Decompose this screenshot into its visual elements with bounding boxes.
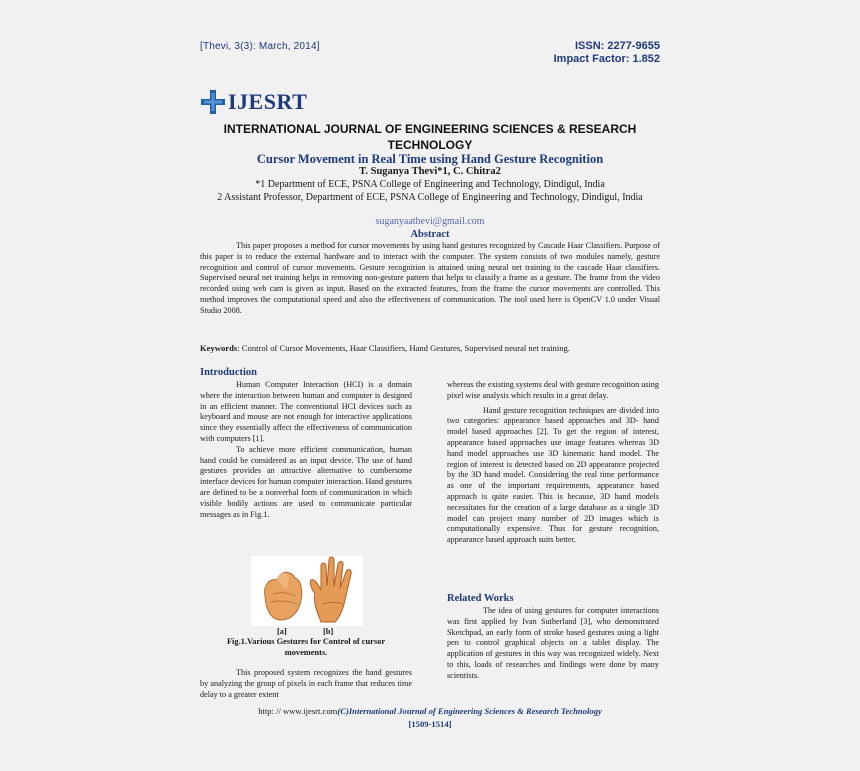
intro-text-bottom (200, 668, 412, 700)
keywords-label: Keywords (200, 343, 238, 353)
abstract-heading: Abstract (410, 229, 450, 240)
intro-text-top (200, 380, 412, 520)
open-hand-icon (310, 557, 351, 622)
fist-hand-icon (265, 572, 302, 620)
footer-url[interactable]: http: // www.ijesrt.com (258, 706, 338, 716)
related-works-heading: Related Works (447, 593, 514, 604)
right-paragraph-2: Hand gesture recognition techniques are divided into two categories: appearance based approaches and 3D- hand model based approaches [2]. To get the region of interest, appearance based approaches use image features whereas 3D hand model approaches use 3D kinematic hand model. The region of interest is detected based on 2D appearance projected by the 3D hand model. Considering the real time performance as one of the important requirements, appearance based approach is quite easier. This is because, 3D hand models necessitates for the creation of a large database as a single 3D model can project many number of 2D images which is computationally expensive. Thus for gesture recognition, appearance based approach suits better. (447, 405, 659, 545)
gesture-figure (251, 556, 363, 626)
intro-paragraph-3: This proposed system recognizes the hand gestures by analyzing the group of pixels in each frame that reduces time delay to a greater extent (200, 668, 412, 699)
affiliation-2: 2 Assistant Professor, Department of ECE, PSNA College of Engineering and Technology, Dindigul, India (217, 192, 643, 203)
issn-block (500, 40, 660, 66)
figure-label-b: [b] (323, 627, 334, 636)
abstract-text: This paper proposes a method for cursor movements by using hand gestures recognized by Cascade Haar Classifiers. Purpose of this paper is to reduce the external hardware and to interact with the computer. The system consists of two modules namely, gesture recognition and control of cursor movements. Gesture recognition is attained using neural net training to the cascade Haar classifiers. Supervised neural net training helps in removing non-gesture pattern that helps to classify a frame as a gesture. The frame from the video recorded using web cam is given as input. Based on the extracted features, from the frame the cursor movements are controlled. This method improves the computational speed and also the effectiveness of communication. The tool used here is OpenCV 1.0 under Visual Studio 2008. (200, 241, 660, 315)
introduction-heading: Introduction (200, 367, 257, 378)
issue-info: [Thevi, 3(3): March, 2014] (200, 41, 320, 52)
page-range: [1509-1514] (408, 719, 452, 729)
authors: T. Suganya Thevi*1, C. Chitra2 (359, 166, 501, 177)
footer-journal: (C)International Journal of Engineering Sciences & Research Technology (337, 706, 602, 716)
right-paragraph-1: whereas the existing systems deal with gesture recognition using pixel wise analysis which results in a great delay. (447, 380, 659, 400)
figure-caption: Fig.1.Various Gestures for Control of cursor movements. (226, 637, 386, 657)
hand-gestures-image (251, 556, 363, 626)
journal-name: INTERNATIONAL JOURNAL OF ENGINEERING SCIENCES & RESEARCH TECHNOLOGY (223, 122, 637, 152)
keywords-text: : Control of Cursor Movements, Haar Classifiers, Hand Gestures, Supervised neural net training. (237, 343, 570, 353)
page-footer (200, 706, 660, 716)
related-paragraph: The idea of using gestures for computer interactions was first applied by Ivan Sutherland [3], who demonstrated Sketchpad, an early form of stroke based gestures using a light pen to control graphical objects on a tablet display. The application of gestures in this way was recognized widely. Next to this, loads of researches and findings were done by many scientists. (447, 606, 659, 680)
issn: ISSN: 2277-9655 (575, 40, 660, 52)
paper-title: Cursor Movement in Real Time using Hand Gesture Recognition (256, 152, 604, 166)
author-email[interactable]: suganyaathevi@gmail.com (375, 216, 485, 227)
keywords (200, 343, 660, 353)
affiliation-1: *1 Department of ECE, PSNA College of Engineering and Technology, Dindigul, India (255, 179, 605, 190)
right-column-text (447, 380, 659, 546)
intro-paragraph-2: To achieve more efficient communication, human hand could be considered as an input device. The use of hand gestures provides an attractive alternative to cumbersome interface devices for human computer interaction. Hand gestures are defined to be a nonverbal form of communication in which visible bodily actions are used to communicate particular messages as in Fig.1. (200, 444, 412, 519)
figure-label-a: [a] (277, 627, 287, 636)
cross-plus-icon (200, 89, 226, 115)
related-works-text (447, 606, 659, 682)
impact-factor: Impact Factor: 1.852 (553, 53, 660, 65)
logo-text: IJESRT (228, 89, 308, 114)
intro-paragraph-1: Human Computer Interaction (HCI) is a domain where the interaction between human and computer is designed in an efficient manner. The conventional HCI devices such as keyboard and mouse are not enough for interactive applications since they essentially affect the effectiveness of communication with computers [1]. (200, 380, 412, 443)
journal-logo (200, 89, 307, 115)
